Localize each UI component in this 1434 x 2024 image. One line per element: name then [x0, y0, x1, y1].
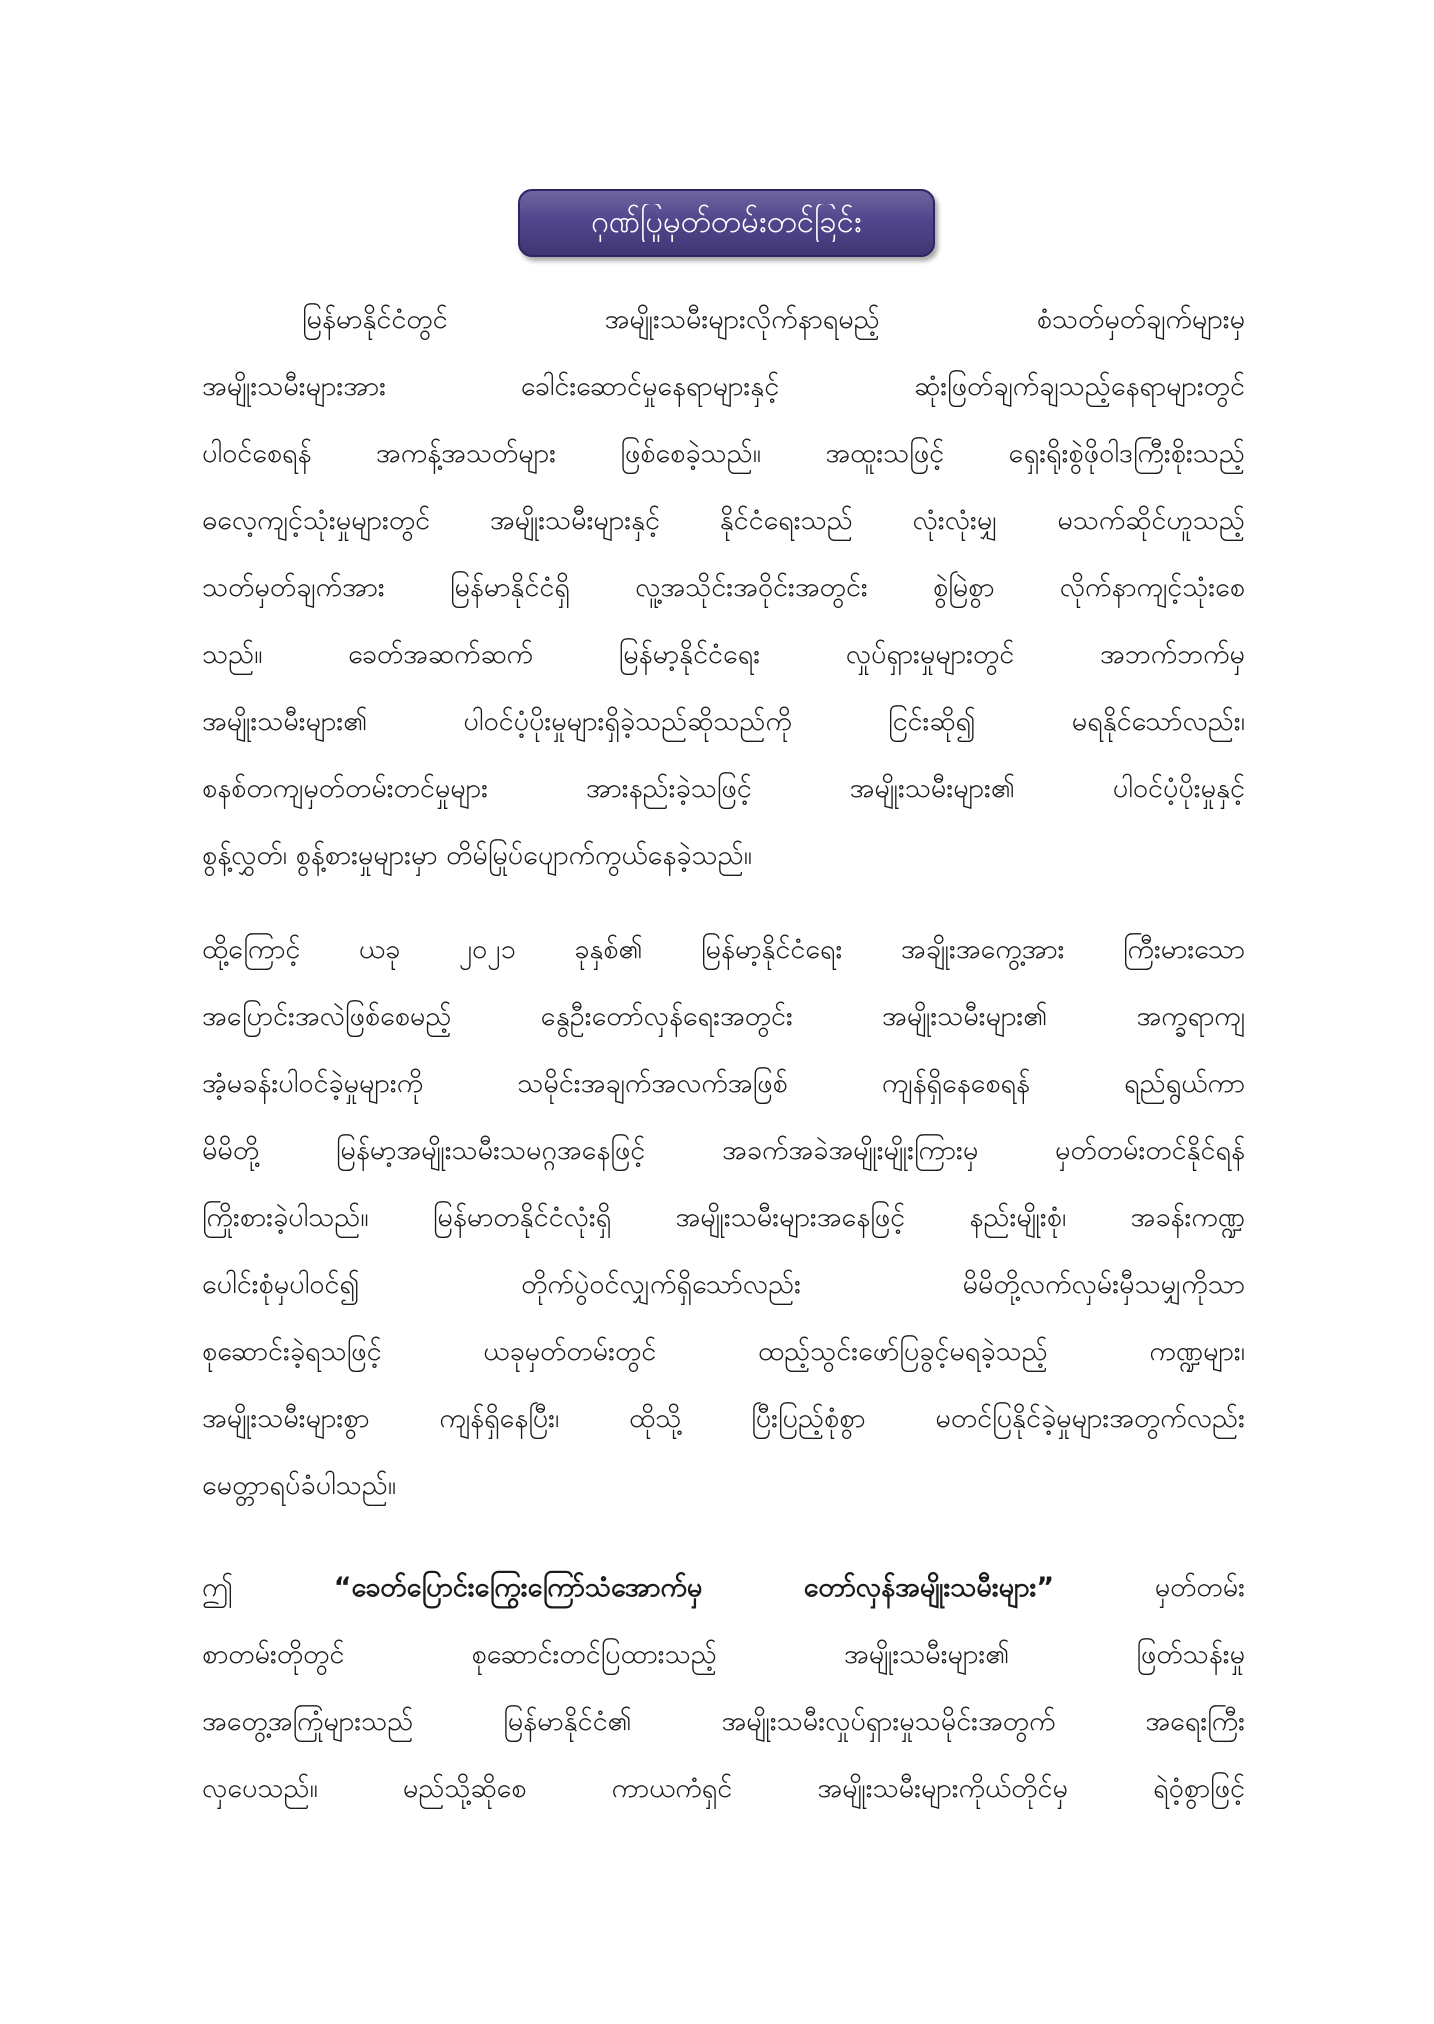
bold-title-quote: “ခေတ်ပြောင်းကြွေးကြော်သံအောက်မှ တော်လှန်အမျိုးသမီးများ” [333, 1572, 1055, 1603]
paragraph-line: မြန်မာနိုင်ငံတွင် အမျိုးသမီးများလိုက်နာရမည့် စံသတ်မှတ်ချက်များမှ [302, 304, 1245, 335]
title-banner [518, 189, 935, 257]
paragraph-line: သည်။ ခေတ်အဆက်ဆက် မြန်မာ့နိုင်ငံရေး လှုပ်ရှားမှုများတွင် အဘက်ဘက်မှ [202, 639, 1245, 670]
paragraph-1 [202, 286, 1245, 889]
paragraph-line: မေတ္တာရပ်ခံပါသည်။ [202, 1470, 397, 1501]
paragraph-line: ကြိုးစားခဲ့ပါသည်။ မြန်မာတနိုင်ငံလုံးရှိ အမျိုးသမီးများအနေဖြင့် နည်းမျိုးစုံ၊ အခန်းကဏ္ဍ [202, 1202, 1245, 1233]
paragraph-line: ဓလေ့ကျင့်သုံးမှုများတွင် အမျိုးသမီးများနှင့် နိုင်ငံရေးသည် လုံးလုံးမျှ မသက်ဆိုင်ဟူသည့် [202, 505, 1245, 536]
paragraph-line: အမျိုးသမီးများ၏ ပါဝင်ပံ့ပိုးမှုများရှိခဲ့သည်ဆိုသည်ကို ငြင်းဆို၍ မရနိုင်သော်လည်း၊ [202, 706, 1245, 737]
paragraph-line: စနစ်တကျမှတ်တမ်းတင်မှုများ အားနည်းခဲ့သဖြင့် အမျိုးသမီးများ၏ ပါဝင်ပံ့ပိုးမှုနှင့် [202, 773, 1245, 804]
paragraph-line: အမျိုးသမီးများအား ခေါင်းဆောင်မှုနေရာများနှင့် ဆုံးဖြတ်ချက်ချသည့်နေရာများတွင် [202, 371, 1245, 402]
paragraph-line: မိမိတို့ မြန်မာ့အမျိုးသမီးသမဂ္ဂအနေဖြင့် အခက်အခဲအမျိုးမျိုးကြားမှ မှတ်တမ်းတင်နိုင်ရန် [202, 1135, 1245, 1166]
paragraph-line: ပေါင်းစုံမှပါဝင်၍ တိုက်ပွဲဝင်လျှက်ရှိသော်လည်း မိမိတို့လက်လှမ်းမှီသမျှကိုသာ [202, 1269, 1245, 1300]
lead-suffix: မှတ်တမ်း [1154, 1572, 1245, 1603]
paragraph-line: အတွေ့အကြုံများသည် မြန်မာနိုင်ငံ၏ အမျိုးသမီးလှုပ်ရှားမှုသမိုင်းအတွက် အရေးကြီး [202, 1706, 1245, 1737]
paragraph-line: အံ့မခန်းပါဝင်ခဲ့မှုများကို သမိုင်းအချက်အလက်အဖြစ် ကျန်ရှိနေစေရန် ရည်ရွယ်ကာ [202, 1068, 1245, 1099]
paragraph-line: လှပေသည်။ မည်သို့ဆိုစေ ကာယကံရှင် အမျိုးသမီးများကိုယ်တိုင်မှ ရဲဝံ့စွာဖြင့် [202, 1773, 1245, 1804]
paragraph-lead-line [202, 1554, 1245, 1621]
paragraph-line: စာတမ်းတိုတွင် စုဆောင်းတင်ပြထားသည့် အမျိုးသမီးများ၏ ဖြတ်သန်းမှု [202, 1639, 1245, 1670]
paragraph-line: အပြောင်းအလဲဖြစ်စေမည့် နွေဦးတော်လှန်ရေးအတွင်း အမျိုးသမီးများ၏ အက္ခရာကျ [202, 1001, 1245, 1032]
paragraph-3 [202, 1554, 1245, 1822]
paragraph-line: စုဆောင်းခဲ့ရသဖြင့် ယခုမှတ်တမ်းတွင် ထည့်သွင်းဖော်ပြခွင့်မရခဲ့သည့် ကဏ္ဍများ၊ [202, 1336, 1245, 1367]
paragraph-line: စွန့်လွှတ်၊ စွန့်စားမှုများမှာ တိမ်မြုပ်ပျောက်ကွယ်နေခဲ့သည်။ [202, 840, 752, 871]
paragraph-line: အမျိုးသမီးများစွာ ကျန်ရှိနေပြီး၊ ထိုသို့ ပြီးပြည့်စုံစွာ မတင်ပြနိုင်ခဲ့မှုများအတွက်လည်း [202, 1403, 1245, 1434]
lead-prefix: ဤ [202, 1572, 234, 1603]
page-title: ဂုဏ်ပြုမှတ်တမ်းတင်ခြင်း [591, 204, 862, 241]
paragraph-2 [202, 916, 1245, 1519]
paragraph-line: ထို့ကြောင့် ယခု ၂၀၂၁ ခုနှစ်၏ မြန်မာ့နိုင်ငံရေး အချိုးအကွေ့အား ကြီးမားသော [202, 934, 1245, 965]
paragraph-line: ပါဝင်စေရန် အကန့်အသတ်များ ဖြစ်စေခဲ့သည်။ အထူးသဖြင့် ရှေးရိုးစွဲဖိုဝါဒကြီးစိုးသည့် [202, 438, 1245, 469]
paragraph-line: သတ်မှတ်ချက်အား မြန်မာနိုင်ငံရှိ လူ့အသိုင်းအဝိုင်းအတွင်း စွဲမြဲစွာ လိုက်နာကျင့်သုံးစေ [202, 572, 1245, 603]
body-text [202, 286, 1245, 1822]
